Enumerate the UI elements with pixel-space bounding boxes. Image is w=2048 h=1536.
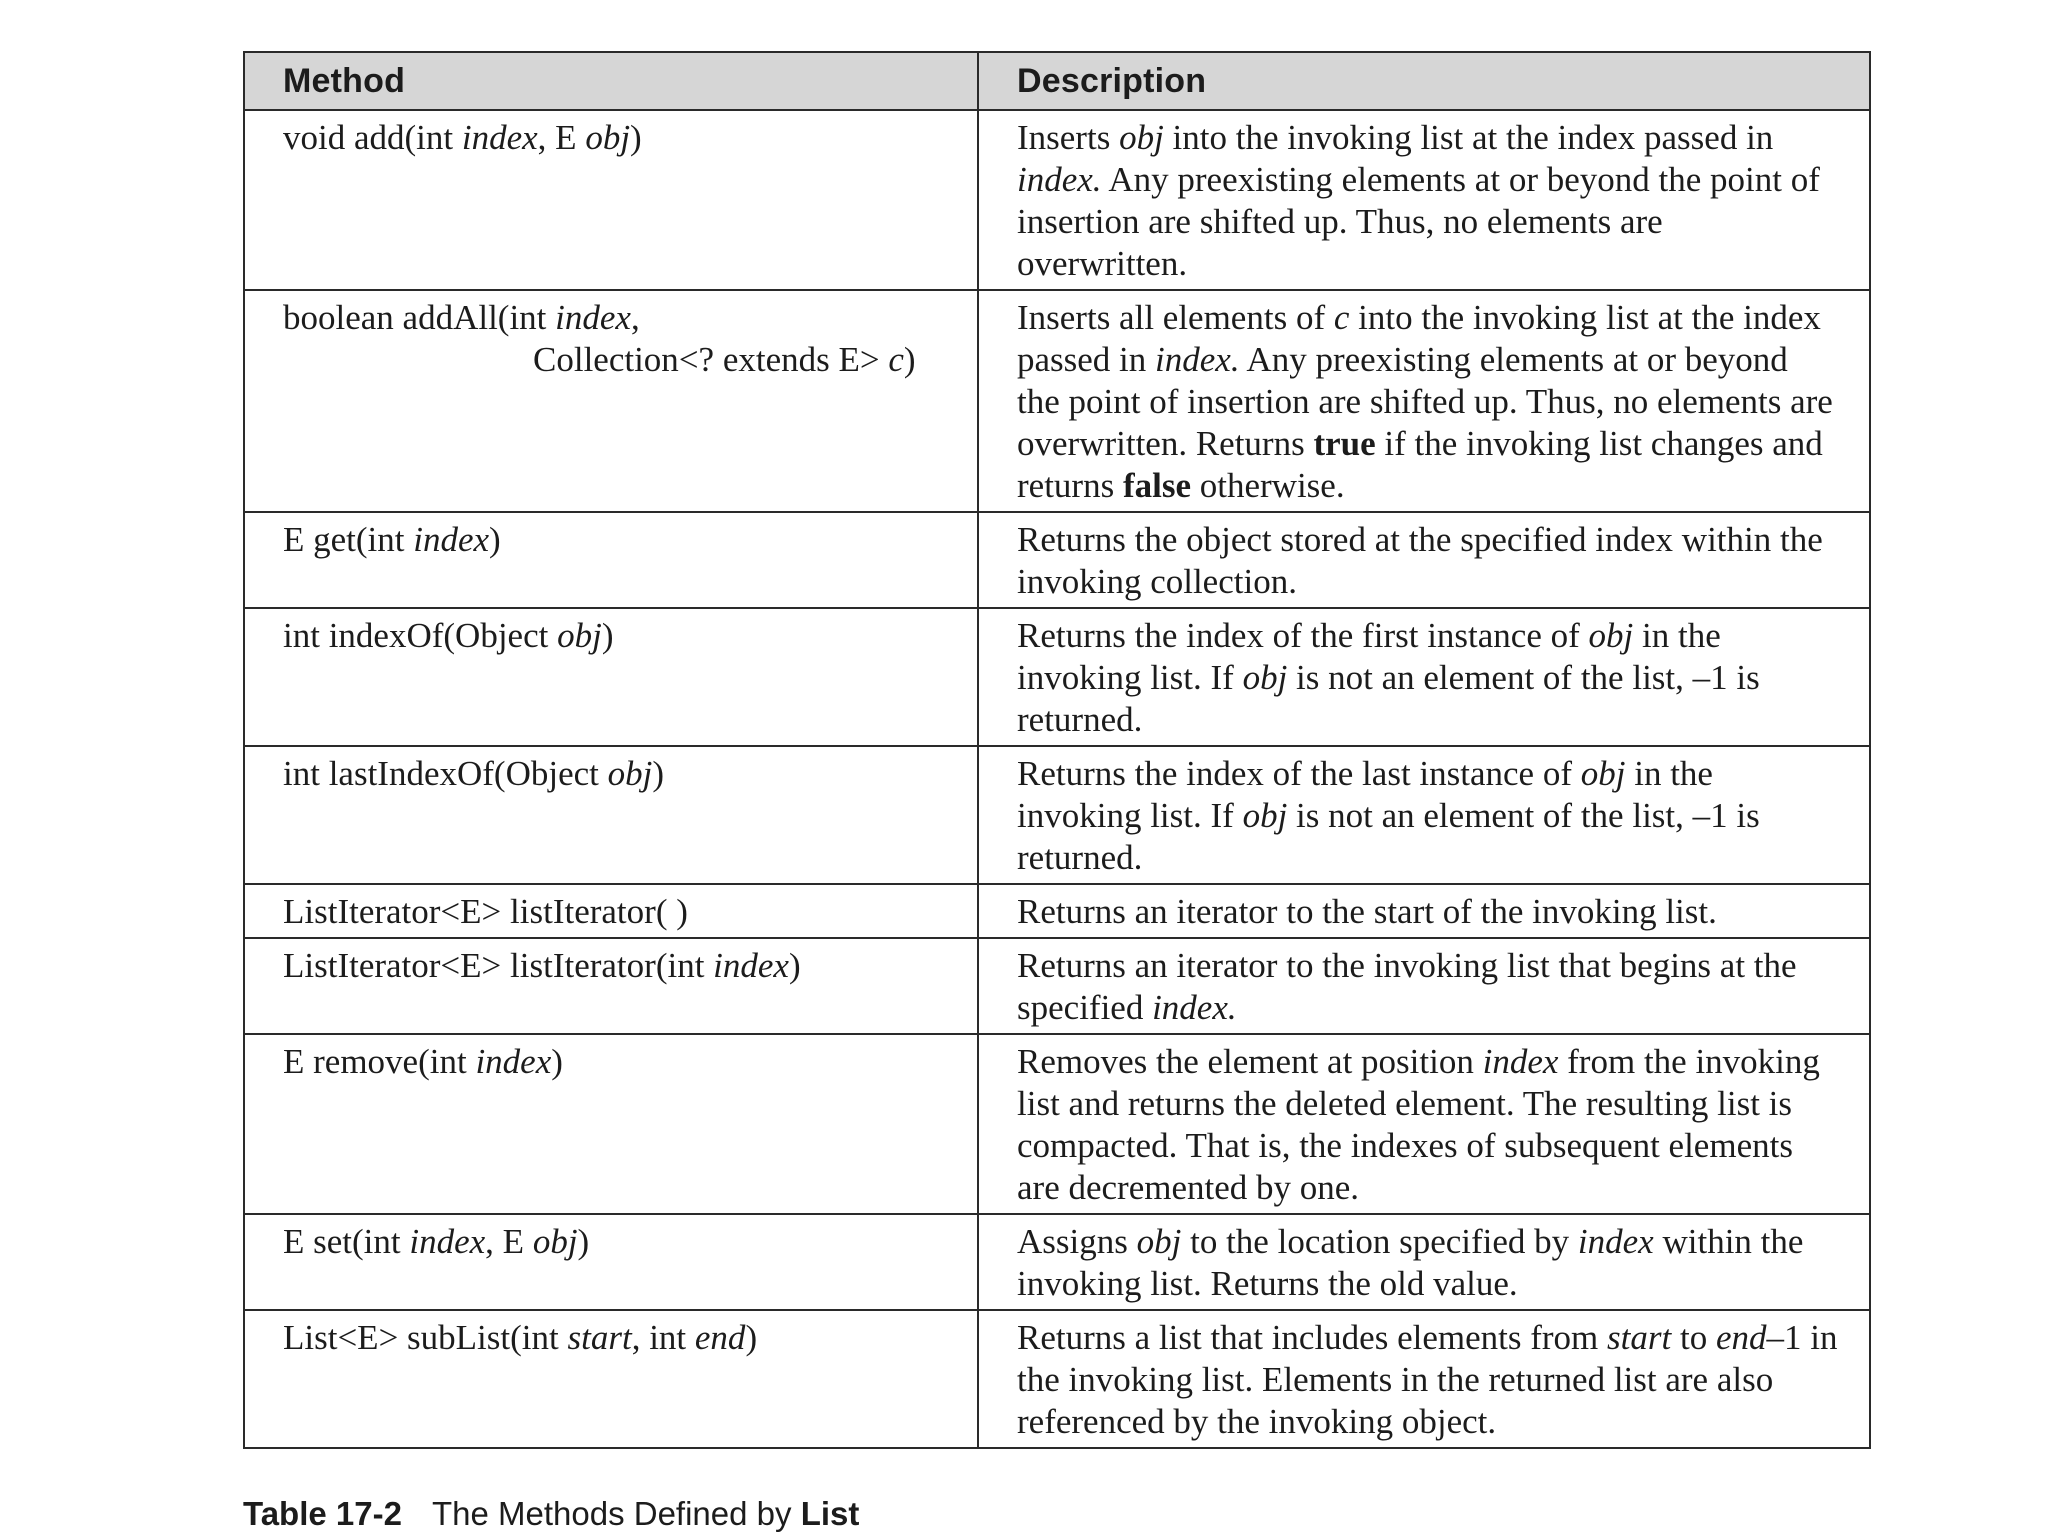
method-signature-text: index bbox=[475, 1042, 552, 1081]
description-cell bbox=[978, 1034, 1870, 1214]
table-row bbox=[244, 938, 1870, 1034]
description-text: end bbox=[1715, 1318, 1767, 1357]
description-text: index. bbox=[1152, 988, 1237, 1027]
table-header-row bbox=[244, 52, 1870, 110]
method-cell bbox=[244, 938, 978, 1034]
method-cell bbox=[244, 884, 978, 938]
method-signature-text: List<E> subList(int bbox=[283, 1318, 568, 1357]
method-signature-text: ) bbox=[577, 1222, 590, 1261]
method-cell bbox=[244, 110, 978, 290]
method-cell bbox=[244, 512, 978, 608]
method-signature-text: ) bbox=[601, 616, 614, 655]
method-signature-text: , bbox=[630, 298, 640, 337]
method-signature-text: ) bbox=[788, 946, 801, 985]
caption-text: The Methods Defined by bbox=[431, 1495, 801, 1532]
method-signature-text: ListIterator<E> listIterator( ) bbox=[283, 892, 688, 931]
description-text: Assigns bbox=[1017, 1222, 1137, 1261]
method-signature-text: end bbox=[694, 1318, 746, 1357]
method-signature-text: ) bbox=[652, 754, 665, 793]
description-text: if the invoking list changes and returns bbox=[1017, 424, 1823, 505]
description-text: Inserts all elements of bbox=[1017, 298, 1334, 337]
method-signature-continuation bbox=[283, 339, 949, 381]
description-text: within the invoking list. Returns the old value. bbox=[1017, 1222, 1804, 1303]
table-row bbox=[244, 746, 1870, 884]
caption-label: Table 17-2 bbox=[243, 1495, 402, 1532]
description-cell bbox=[978, 608, 1870, 746]
description-cell bbox=[978, 1310, 1870, 1448]
method-signature-text: c bbox=[888, 340, 904, 379]
method-signature-text: int lastIndexOf(Object bbox=[283, 754, 608, 793]
description-cell bbox=[978, 884, 1870, 938]
description-text: obj bbox=[1119, 118, 1164, 157]
description-text: obj bbox=[1242, 796, 1288, 835]
description-cell bbox=[978, 1214, 1870, 1310]
method-signature-text: Collection<? extends E> bbox=[533, 340, 889, 379]
description-cell bbox=[978, 110, 1870, 290]
description-text: otherwise. bbox=[1191, 466, 1345, 505]
description-text: index. bbox=[1155, 340, 1240, 379]
description-text: obj bbox=[1588, 616, 1634, 655]
method-signature-text: ) bbox=[745, 1318, 758, 1357]
method-signature-text: ) bbox=[903, 340, 916, 379]
method-signature-text: int indexOf(Object bbox=[283, 616, 558, 655]
method-signature-text: ) bbox=[630, 118, 642, 157]
description-text: Removes the element at position bbox=[1017, 1042, 1483, 1081]
column-header-description: Description bbox=[978, 52, 1870, 110]
method-signature-text: obj bbox=[585, 118, 631, 157]
method-signature-text: ListIterator<E> listIterator(int bbox=[283, 946, 714, 985]
table-row bbox=[244, 1214, 1870, 1310]
description-text: index bbox=[1577, 1222, 1654, 1261]
description-text: to the location specified by bbox=[1181, 1222, 1578, 1261]
table-row bbox=[244, 1310, 1870, 1448]
method-signature-text: index bbox=[461, 118, 538, 157]
description-text: in the invoking list. If bbox=[1017, 754, 1713, 835]
description-cell bbox=[978, 938, 1870, 1034]
description-text: into the invoking list at the index passed in bbox=[1017, 298, 1821, 379]
description-text: Returns the index of the last instance of bbox=[1017, 754, 1581, 793]
description-text: Any preexisting elements at or beyond the point of insertion are shifted up. Thus, no elements are overwritten. Returns bbox=[1017, 340, 1833, 463]
method-signature-text: ) bbox=[489, 520, 501, 559]
description-text: Returns an iterator to the invoking list that begins at the specified bbox=[1017, 946, 1797, 1027]
description-cell bbox=[978, 290, 1870, 512]
description-text: Any preexisting elements at or beyond the point of insertion are shifted up. Thus, no elements are overwritten. bbox=[1017, 160, 1820, 283]
method-signature-text: start bbox=[567, 1318, 632, 1357]
method-signature-text: index bbox=[413, 520, 490, 559]
method-signature-text: index bbox=[713, 946, 789, 985]
column-header-method: Method bbox=[244, 52, 978, 110]
method-cell bbox=[244, 746, 978, 884]
description-text: obj bbox=[1242, 658, 1288, 697]
description-text: c bbox=[1333, 298, 1350, 337]
method-cell bbox=[244, 608, 978, 746]
method-signature-text: , int bbox=[631, 1318, 695, 1357]
method-signature-text: void add(int bbox=[283, 118, 462, 157]
method-signature-text: , E bbox=[485, 1222, 533, 1261]
description-text: start bbox=[1607, 1318, 1672, 1357]
method-cell bbox=[244, 1034, 978, 1214]
description-text: Returns the object stored at the specified index within the invoking collection. bbox=[1017, 520, 1823, 601]
description-text: true bbox=[1313, 424, 1376, 463]
description-text: is not an element of the list, –1 is returned. bbox=[1017, 796, 1760, 877]
table-row bbox=[244, 290, 1870, 512]
method-cell bbox=[244, 290, 978, 512]
description-text: obj bbox=[1580, 754, 1626, 793]
description-cell bbox=[978, 512, 1870, 608]
description-text: false bbox=[1122, 466, 1191, 505]
description-text: is not an element of the list, –1 is returned. bbox=[1017, 658, 1760, 739]
table-row bbox=[244, 512, 1870, 608]
table-row bbox=[244, 608, 1870, 746]
description-text: into the invoking list at the index passed in bbox=[1163, 118, 1774, 157]
method-signature-text: obj bbox=[607, 754, 653, 793]
description-text: index bbox=[1482, 1042, 1559, 1081]
description-text: to bbox=[1671, 1318, 1716, 1357]
table-body bbox=[244, 110, 1870, 1448]
method-signature-text: index bbox=[409, 1222, 486, 1261]
method-cell bbox=[244, 1310, 978, 1448]
description-text: –1 in the invoking list. Elements in the returned list are also referenced by the invoking object. bbox=[1017, 1318, 1838, 1441]
description-text: index. bbox=[1017, 160, 1102, 199]
method-signature-text: , E bbox=[537, 118, 586, 157]
method-signature-text: E remove(int bbox=[283, 1042, 476, 1081]
method-signature-text: E get(int bbox=[283, 520, 414, 559]
table-row bbox=[244, 110, 1870, 290]
method-signature-text: ) bbox=[551, 1042, 563, 1081]
table-row bbox=[244, 884, 1870, 938]
description-cell bbox=[978, 746, 1870, 884]
method-signature-text: obj bbox=[557, 616, 602, 655]
description-text: Returns a list that includes elements from bbox=[1017, 1318, 1608, 1357]
description-text: in the invoking list. If bbox=[1017, 616, 1721, 697]
description-text: obj bbox=[1136, 1222, 1182, 1261]
table-row bbox=[244, 1034, 1870, 1214]
description-text: Returns an iterator to the start of the invoking list. bbox=[1017, 892, 1717, 931]
description-text: from the invoking list and returns the deleted element. The resulting list is compacted. That is, the indexes of subsequent elements are decremented by one. bbox=[1017, 1042, 1820, 1207]
method-signature-text: obj bbox=[532, 1222, 578, 1261]
description-text: Returns the index of the first instance of bbox=[1017, 616, 1589, 655]
method-signature-text: index bbox=[555, 298, 631, 337]
method-signature-text: E set(int bbox=[283, 1222, 410, 1261]
methods-table bbox=[243, 51, 1871, 1449]
method-cell bbox=[244, 1214, 978, 1310]
table-caption bbox=[243, 1494, 859, 1534]
description-text: Inserts bbox=[1017, 118, 1120, 157]
caption-emphasis: List bbox=[800, 1495, 860, 1532]
method-signature-text: boolean addAll(int bbox=[283, 298, 556, 337]
